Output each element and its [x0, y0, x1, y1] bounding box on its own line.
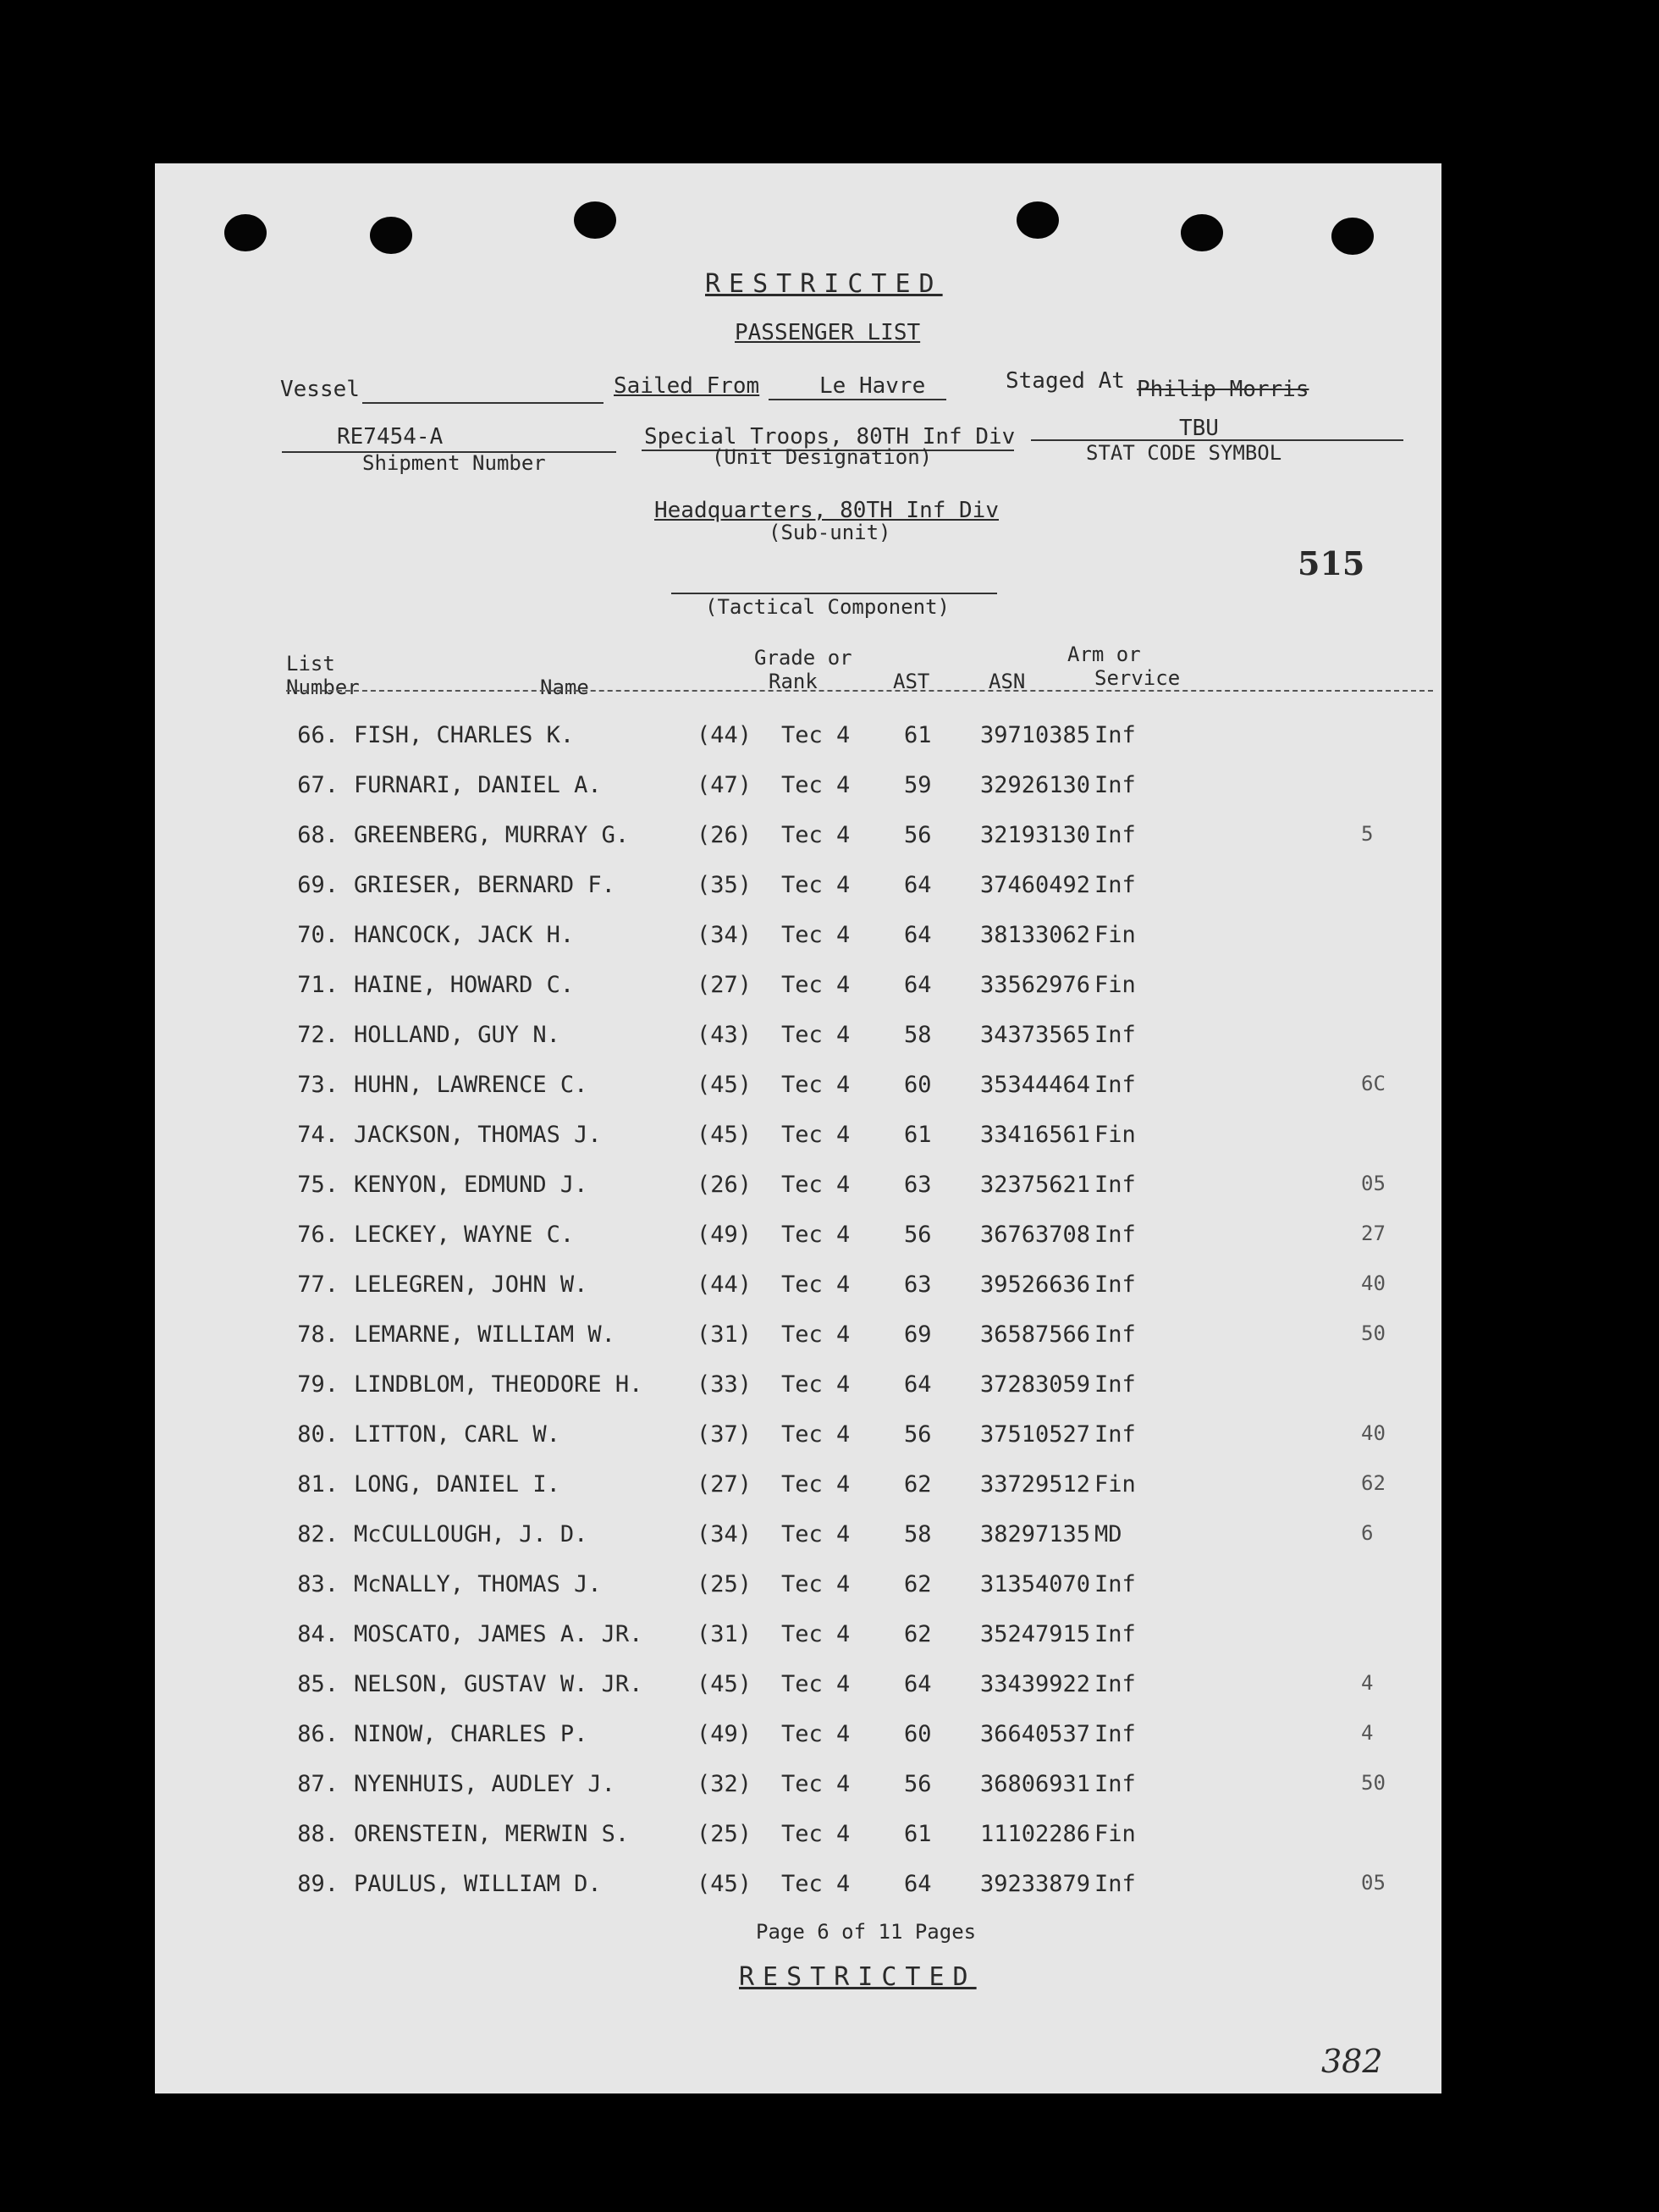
age: (25)	[697, 1571, 752, 1597]
age: (45)	[697, 1122, 752, 1148]
table-row	[155, 872, 1441, 906]
passenger-name: McCULLOUGH, J. D.	[354, 1521, 588, 1547]
passenger-name: KENYON, EDMUND J.	[354, 1172, 588, 1198]
list-number: 74.	[297, 1122, 339, 1148]
grade: Tec 4	[781, 1621, 851, 1647]
passenger-name: LECKEY, WAYNE C.	[354, 1222, 575, 1248]
list-number: 78.	[297, 1321, 339, 1348]
ast: 61	[904, 1122, 932, 1148]
age: (37)	[697, 1421, 752, 1448]
list-number: 68.	[297, 822, 339, 848]
table-row	[155, 1371, 1441, 1405]
arm-service: Fin	[1094, 922, 1136, 948]
list-number: 80.	[297, 1421, 339, 1448]
age: (25)	[697, 1821, 752, 1847]
margin-note: 62	[1361, 1471, 1386, 1495]
grade: Tec 4	[781, 1871, 851, 1897]
punch-hole	[224, 214, 267, 251]
ast: 64	[904, 922, 932, 948]
grade: Tec 4	[781, 872, 851, 898]
asn: 35247915	[980, 1621, 1091, 1647]
ast: 62	[904, 1621, 932, 1647]
col-arm-line2: Service	[1094, 666, 1181, 690]
list-number: 79.	[297, 1371, 339, 1398]
table-row	[155, 1671, 1441, 1705]
ast: 56	[904, 822, 932, 848]
list-number: 83.	[297, 1571, 339, 1597]
ast: 60	[904, 1721, 932, 1747]
list-number: 73.	[297, 1072, 339, 1098]
classification-bottom: RESTRICTED	[739, 1962, 977, 1992]
grade: Tec 4	[781, 1172, 851, 1198]
col-name: Name	[540, 676, 589, 699]
arm-service: Inf	[1094, 1721, 1136, 1747]
arm-service: Inf	[1094, 1621, 1136, 1647]
passenger-name: LEMARNE, WILLIAM W.	[354, 1321, 615, 1348]
ast: 56	[904, 1421, 932, 1448]
ast: 62	[904, 1471, 932, 1498]
passenger-name: PAULUS, WILLIAM D.	[354, 1871, 602, 1897]
grade: Tec 4	[781, 1821, 851, 1847]
asn: 33416561	[980, 1122, 1091, 1148]
asn: 32926130	[980, 772, 1091, 798]
arm-service: Inf	[1094, 1871, 1136, 1897]
arm-service: Inf	[1094, 1022, 1136, 1048]
table-row	[155, 822, 1441, 856]
age: (44)	[697, 722, 752, 748]
table-row	[155, 1821, 1441, 1855]
grade: Tec 4	[781, 1521, 851, 1547]
margin-note: 40	[1361, 1271, 1386, 1295]
grade: Tec 4	[781, 1222, 851, 1248]
table-row	[155, 1271, 1441, 1305]
grade: Tec 4	[781, 1271, 851, 1298]
passenger-name: HOLLAND, GUY N.	[354, 1022, 560, 1048]
table-row	[155, 1621, 1441, 1655]
punch-hole	[1017, 201, 1059, 239]
unit-designation-label: (Unit Designation)	[712, 445, 933, 469]
ast: 58	[904, 1022, 932, 1048]
grade: Tec 4	[781, 1571, 851, 1597]
list-number: 69.	[297, 872, 339, 898]
ast: 61	[904, 1821, 932, 1847]
asn: 36763708	[980, 1222, 1091, 1248]
passenger-name: FISH, CHARLES K.	[354, 722, 575, 748]
age: (45)	[697, 1072, 752, 1098]
ast: 64	[904, 1671, 932, 1697]
arm-service: Inf	[1094, 722, 1136, 748]
table-row	[155, 722, 1441, 756]
staged-at-value: Philip Morris	[1137, 377, 1309, 402]
passenger-name: NINOW, CHARLES P.	[354, 1721, 588, 1747]
asn: 33439922	[980, 1671, 1091, 1697]
col-arm-line1: Arm or	[1067, 643, 1141, 666]
document-page	[155, 163, 1441, 2093]
arm-service: Inf	[1094, 872, 1136, 898]
ast: 58	[904, 1521, 932, 1547]
grade: Tec 4	[781, 1022, 851, 1048]
arm-service: Inf	[1094, 822, 1136, 848]
shipment-number-label: Shipment Number	[362, 451, 546, 475]
stamped-number: 515	[1298, 544, 1365, 582]
list-number: 85.	[297, 1671, 339, 1697]
age: (27)	[697, 972, 752, 998]
vessel-label: Vessel	[280, 377, 360, 402]
list-number: 77.	[297, 1271, 339, 1298]
asn: 39526636	[980, 1271, 1091, 1298]
table-row	[155, 1771, 1441, 1805]
age: (45)	[697, 1871, 752, 1897]
list-number: 67.	[297, 772, 339, 798]
col-grade-line2: Rank	[769, 670, 818, 693]
tactical-component-label: (Tactical Component)	[705, 595, 950, 619]
passenger-name: LONG, DANIEL I.	[354, 1471, 560, 1498]
age: (43)	[697, 1022, 752, 1048]
table-row	[155, 922, 1441, 956]
grade: Tec 4	[781, 1771, 851, 1797]
passenger-name: LINDBLOM, THEODORE H.	[354, 1371, 643, 1398]
arm-service: Inf	[1094, 1571, 1136, 1597]
list-number: 88.	[297, 1821, 339, 1847]
col-ast: AST	[893, 670, 930, 693]
asn: 36587566	[980, 1321, 1091, 1348]
list-number: 71.	[297, 972, 339, 998]
sailed-from-line	[769, 399, 946, 400]
ast: 64	[904, 1871, 932, 1897]
passenger-name: MOSCATO, JAMES A. JR.	[354, 1621, 643, 1647]
arm-service: Inf	[1094, 1271, 1136, 1298]
arm-service: Inf	[1094, 1321, 1136, 1348]
punch-hole	[1331, 218, 1374, 255]
age: (45)	[697, 1671, 752, 1697]
ast: 64	[904, 872, 932, 898]
asn: 36640537	[980, 1721, 1091, 1747]
unit-designation-value: Special Troops, 80TH Inf Div	[644, 424, 1016, 450]
table-row	[155, 1321, 1441, 1355]
asn: 34373565	[980, 1022, 1091, 1048]
table-row	[155, 1122, 1441, 1156]
sub-unit-label: (Sub-unit)	[769, 521, 891, 544]
grade: Tec 4	[781, 1072, 851, 1098]
arm-service: Fin	[1094, 1821, 1136, 1847]
margin-note: 4	[1361, 1721, 1374, 1745]
asn: 36806931	[980, 1771, 1091, 1797]
table-row	[155, 1421, 1441, 1455]
punch-hole	[1181, 214, 1223, 251]
table-row	[155, 1871, 1441, 1905]
table-row	[155, 1022, 1441, 1056]
age: (47)	[697, 772, 752, 798]
sub-unit-value: Headquarters, 80TH Inf Div	[654, 498, 999, 523]
margin-note: 50	[1361, 1771, 1386, 1795]
arm-service: Inf	[1094, 1172, 1136, 1198]
passenger-name: HUHN, LAWRENCE C.	[354, 1072, 588, 1098]
arm-service: Inf	[1094, 1072, 1136, 1098]
asn: 31354070	[980, 1571, 1091, 1597]
age: (26)	[697, 822, 752, 848]
passenger-name: LELEGREN, JOHN W.	[354, 1271, 588, 1298]
col-asn: ASN	[989, 670, 1026, 693]
staged-at-label: Staged At	[1006, 368, 1125, 394]
list-number: 82.	[297, 1521, 339, 1547]
table-row	[155, 1072, 1441, 1106]
age: (31)	[697, 1621, 752, 1647]
asn: 39233879	[980, 1871, 1091, 1897]
asn: 37460492	[980, 872, 1091, 898]
page-indicator: Page 6 of 11 Pages	[756, 1920, 977, 1944]
margin-note: 5	[1361, 822, 1374, 846]
punch-hole	[370, 217, 412, 254]
list-number: 81.	[297, 1471, 339, 1498]
passenger-name: McNALLY, THOMAS J.	[354, 1571, 602, 1597]
margin-note: 50	[1361, 1321, 1386, 1345]
arm-service: Inf	[1094, 1222, 1136, 1248]
sailed-from-label: Sailed From	[614, 373, 760, 399]
age: (34)	[697, 922, 752, 948]
margin-note: 27	[1361, 1222, 1386, 1245]
age: (33)	[697, 1371, 752, 1398]
grade: Tec 4	[781, 822, 851, 848]
arm-service: Fin	[1094, 1471, 1136, 1498]
grade: Tec 4	[781, 1721, 851, 1747]
margin-note: 6	[1361, 1521, 1374, 1545]
asn: 11102286	[980, 1821, 1091, 1847]
arm-service: Inf	[1094, 1671, 1136, 1697]
list-number: 86.	[297, 1721, 339, 1747]
grade: Tec 4	[781, 972, 851, 998]
sailed-from-value: Le Havre	[819, 373, 926, 399]
table-row	[155, 1571, 1441, 1605]
arm-service: Inf	[1094, 1421, 1136, 1448]
passenger-name: LITTON, CARL W.	[354, 1421, 560, 1448]
age: (34)	[697, 1521, 752, 1547]
list-number: 84.	[297, 1621, 339, 1647]
margin-note: 05	[1361, 1172, 1386, 1195]
table-row	[155, 1172, 1441, 1205]
ast: 56	[904, 1771, 932, 1797]
col-grade-line1: Grade or	[754, 646, 852, 670]
age: (31)	[697, 1321, 752, 1348]
arm-service: Inf	[1094, 1771, 1136, 1797]
grade: Tec 4	[781, 922, 851, 948]
passenger-name: ORENSTEIN, MERWIN S.	[354, 1821, 630, 1847]
passenger-name: GREENBERG, MURRAY G.	[354, 822, 630, 848]
arm-service: Inf	[1094, 1371, 1136, 1398]
table-row	[155, 1222, 1441, 1255]
age: (26)	[697, 1172, 752, 1198]
age: (32)	[697, 1771, 752, 1797]
grade: Tec 4	[781, 772, 851, 798]
table-row	[155, 1521, 1441, 1555]
margin-note: 40	[1361, 1421, 1386, 1445]
ast: 64	[904, 972, 932, 998]
list-number: 76.	[297, 1222, 339, 1248]
col-list-number-line2: Number	[286, 676, 360, 699]
margin-note: 05	[1361, 1871, 1386, 1895]
ast: 60	[904, 1072, 932, 1098]
ast: 56	[904, 1222, 932, 1248]
passenger-name: JACKSON, THOMAS J.	[354, 1122, 602, 1148]
asn: 38297135	[980, 1521, 1091, 1547]
asn: 33562976	[980, 972, 1091, 998]
list-number: 87.	[297, 1771, 339, 1797]
asn: 32193130	[980, 822, 1091, 848]
list-number: 70.	[297, 922, 339, 948]
col-list-number-line1: List	[286, 652, 335, 676]
ast: 64	[904, 1371, 932, 1398]
header-rule	[286, 690, 1433, 692]
table-row	[155, 772, 1441, 806]
grade: Tec 4	[781, 1321, 851, 1348]
list-number: 72.	[297, 1022, 339, 1048]
asn: 35344464	[980, 1072, 1091, 1098]
punch-hole	[574, 201, 616, 239]
passenger-name: FURNARI, DANIEL A.	[354, 772, 602, 798]
asn: 37283059	[980, 1371, 1091, 1398]
grade: Tec 4	[781, 1122, 851, 1148]
grade: Tec 4	[781, 1371, 851, 1398]
ast: 61	[904, 722, 932, 748]
grade: Tec 4	[781, 1671, 851, 1697]
list-number: 89.	[297, 1871, 339, 1897]
ast: 63	[904, 1271, 932, 1298]
arm-service: Fin	[1094, 1122, 1136, 1148]
passenger-name: HANCOCK, JACK H.	[354, 922, 575, 948]
asn: 39710385	[980, 722, 1091, 748]
ast: 62	[904, 1571, 932, 1597]
arm-service: Fin	[1094, 972, 1136, 998]
asn: 38133062	[980, 922, 1091, 948]
asn: 33729512	[980, 1471, 1091, 1498]
ast: 63	[904, 1172, 932, 1198]
age: (27)	[697, 1471, 752, 1498]
age: (49)	[697, 1721, 752, 1747]
shipment-number-value: RE7454-A	[337, 424, 444, 450]
arm-service: MD	[1094, 1521, 1122, 1547]
grade: Tec 4	[781, 1471, 851, 1498]
grade: Tec 4	[781, 722, 851, 748]
passenger-name: NELSON, GUSTAV W. JR.	[354, 1671, 643, 1697]
table-row	[155, 1721, 1441, 1755]
table-row	[155, 972, 1441, 1006]
stat-code-value: TBU	[1179, 416, 1219, 441]
list-number: 75.	[297, 1172, 339, 1198]
asn: 37510527	[980, 1421, 1091, 1448]
classification-top: RESTRICTED	[705, 269, 943, 299]
vessel-line	[362, 402, 604, 404]
stat-code-label: STAT CODE SYMBOL	[1086, 441, 1282, 465]
tactical-component-line	[671, 593, 997, 594]
handwritten-number: 382	[1321, 2043, 1383, 2080]
ast: 69	[904, 1321, 932, 1348]
margin-note: 4	[1361, 1671, 1374, 1695]
age: (44)	[697, 1271, 752, 1298]
arm-service: Inf	[1094, 772, 1136, 798]
margin-note: 6C	[1361, 1072, 1386, 1095]
age: (49)	[697, 1222, 752, 1248]
ast: 59	[904, 772, 932, 798]
list-title: PASSENGER LIST	[735, 320, 921, 345]
passenger-name: HAINE, HOWARD C.	[354, 972, 575, 998]
list-number: 66.	[297, 722, 339, 748]
passenger-name: NYENHUIS, AUDLEY J.	[354, 1771, 615, 1797]
grade: Tec 4	[781, 1421, 851, 1448]
asn: 32375621	[980, 1172, 1091, 1198]
age: (35)	[697, 872, 752, 898]
passenger-name: GRIESER, BERNARD F.	[354, 872, 615, 898]
table-row	[155, 1471, 1441, 1505]
